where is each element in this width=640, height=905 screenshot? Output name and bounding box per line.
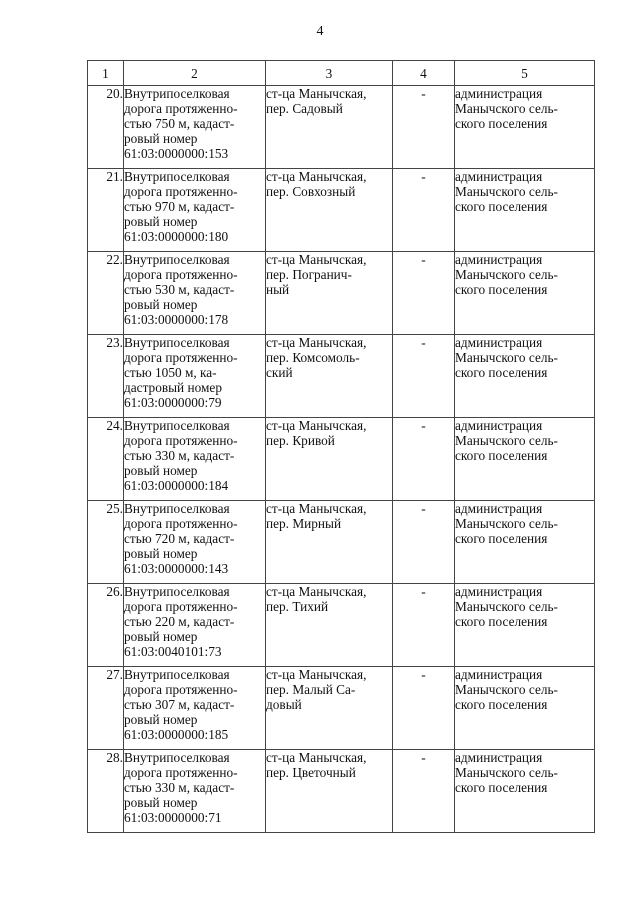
header-row: [88, 61, 595, 86]
road-description-line: ровый номер: [124, 546, 198, 561]
owner-line: администрация: [455, 584, 543, 599]
road-description-line: Внутрипоселковая: [124, 750, 230, 765]
owner-line: администрация: [455, 169, 543, 184]
page-number: 4: [316, 24, 324, 39]
road-description-line: дорога протяженно-: [124, 101, 238, 116]
road-description-line: 61:03:0040101:73: [124, 644, 222, 659]
road-description-line: дорога протяженно-: [124, 433, 238, 448]
location-line: пер. Погранич-: [266, 267, 352, 282]
road-description-line: 61:03:0000000:71: [124, 810, 222, 825]
owner-line: Манычского сель-: [455, 599, 558, 614]
road-description-line: ровый номер: [124, 214, 198, 229]
road-description-line: дорога протяженно-: [124, 765, 238, 780]
table-row: [88, 501, 595, 584]
owner-line: ского поселения: [455, 282, 548, 297]
location-line: ный: [266, 282, 290, 297]
road-description-cell: [124, 584, 266, 667]
owner-line: ского поселения: [455, 697, 548, 712]
road-description-line: дорога протяженно-: [124, 184, 238, 199]
column-header: 1: [88, 61, 124, 86]
dash-cell: -: [393, 667, 455, 750]
road-description-line: 61:03:0000000:185: [124, 727, 229, 742]
owner-line: ского поселения: [455, 780, 548, 795]
road-description-line: 61:03:0000000:184: [124, 478, 229, 493]
dash-cell: -: [393, 418, 455, 501]
road-description-cell: [124, 169, 266, 252]
road-description-line: ровый номер: [124, 712, 198, 727]
location-line: пер. Малый Са-: [266, 682, 356, 697]
dash-cell: -: [393, 86, 455, 169]
road-description-line: Внутрипоселковая: [124, 418, 230, 433]
owner-line: Манычского сель-: [455, 350, 558, 365]
owner-cell: [455, 750, 595, 833]
location-line: пер. Цветочный: [266, 765, 356, 780]
road-description-line: дорога протяженно-: [124, 350, 238, 365]
location-cell: [266, 667, 393, 750]
owner-line: Манычского сель-: [455, 267, 558, 282]
road-description-line: стью 750 м, кадаст-: [124, 116, 235, 131]
owner-cell: [455, 169, 595, 252]
owner-line: администрация: [455, 750, 543, 765]
road-description-line: 61:03:0000000:178: [124, 312, 229, 327]
road-description-line: Внутрипоселковая: [124, 667, 230, 682]
location-line: ст-ца Манычская,: [266, 169, 367, 184]
table-row: [88, 750, 595, 833]
road-description-line: 61:03:0000000:143: [124, 561, 229, 576]
location-line: ст-ца Манычская,: [266, 501, 367, 516]
owner-cell: [455, 418, 595, 501]
owner-line: администрация: [455, 501, 543, 516]
road-description-line: дорога протяженно-: [124, 682, 238, 697]
table-row: [88, 418, 595, 501]
owner-line: ского поселения: [455, 365, 548, 380]
owner-line: ского поселения: [455, 116, 548, 131]
table-row: [88, 667, 595, 750]
road-description-line: Внутрипоселковая: [124, 501, 230, 516]
location-line: пер. Мирный: [266, 516, 342, 531]
owner-line: ского поселения: [455, 531, 548, 546]
road-description-cell: [124, 667, 266, 750]
dash-cell: -: [393, 169, 455, 252]
road-description-line: Внутрипоселковая: [124, 584, 230, 599]
row-number-cell: 21.: [88, 169, 124, 252]
row-number-cell: 24.: [88, 418, 124, 501]
location-cell: [266, 501, 393, 584]
road-description-line: Внутрипоселковая: [124, 335, 230, 350]
location-line: ст-ца Манычская,: [266, 418, 367, 433]
owner-line: ского поселения: [455, 199, 548, 214]
road-description-line: 61:03:0000000:153: [124, 146, 229, 161]
road-description-line: дорога протяженно-: [124, 267, 238, 282]
road-description-line: стью 1050 м, ка-: [124, 365, 217, 380]
owner-line: Манычского сель-: [455, 516, 558, 531]
location-cell: [266, 750, 393, 833]
table-row: [88, 86, 595, 169]
column-header: 4: [393, 61, 455, 86]
road-description-line: ровый номер: [124, 297, 198, 312]
row-number-cell: 22.: [88, 252, 124, 335]
road-description-cell: [124, 418, 266, 501]
table-row: [88, 252, 595, 335]
owner-line: администрация: [455, 335, 543, 350]
table-row: [88, 584, 595, 667]
row-number-cell: 26.: [88, 584, 124, 667]
row-number-cell: 28.: [88, 750, 124, 833]
road-description-line: стью 970 м, кадаст-: [124, 199, 235, 214]
column-header: 3: [266, 61, 393, 86]
road-description-line: ровый номер: [124, 795, 198, 810]
owner-line: администрация: [455, 252, 543, 267]
road-description-line: Внутрипоселковая: [124, 86, 230, 101]
owner-cell: [455, 86, 595, 169]
road-description-line: стью 530 м, кадаст-: [124, 282, 235, 297]
road-description-line: стью 330 м, кадаст-: [124, 448, 235, 463]
row-number-cell: 20.: [88, 86, 124, 169]
location-line: ст-ца Манычская,: [266, 667, 367, 682]
location-line: пер. Тихий: [266, 599, 329, 614]
road-description-line: 61:03:0000000:79: [124, 395, 222, 410]
road-description-line: ровый номер: [124, 629, 198, 644]
road-description-line: стью 330 м, кадаст-: [124, 780, 235, 795]
road-description-cell: [124, 86, 266, 169]
location-line: пер. Совхозный: [266, 184, 356, 199]
location-cell: [266, 169, 393, 252]
road-description-line: стью 720 м, кадаст-: [124, 531, 235, 546]
road-description-line: стью 307 м, кадаст-: [124, 697, 235, 712]
road-description-cell: [124, 501, 266, 584]
road-description-line: дорога протяженно-: [124, 599, 238, 614]
row-number-cell: 25.: [88, 501, 124, 584]
dash-cell: -: [393, 252, 455, 335]
location-line: довый: [266, 697, 302, 712]
road-description-line: 61:03:0000000:180: [124, 229, 229, 244]
table-row: [88, 169, 595, 252]
dash-cell: -: [393, 501, 455, 584]
row-number-cell: 23.: [88, 335, 124, 418]
dash-cell: -: [393, 335, 455, 418]
owner-line: Манычского сель-: [455, 682, 558, 697]
owner-line: Манычского сель-: [455, 765, 558, 780]
road-description-cell: [124, 750, 266, 833]
dash-cell: -: [393, 750, 455, 833]
owner-line: ского поселения: [455, 614, 548, 629]
owner-line: Манычского сель-: [455, 433, 558, 448]
location-line: пер. Садовый: [266, 101, 343, 116]
location-line: ский: [266, 365, 293, 380]
road-description-line: стью 220 м, кадаст-: [124, 614, 235, 629]
location-line: пер. Комсомоль-: [266, 350, 360, 365]
road-description-line: Внутрипоселковая: [124, 169, 230, 184]
location-line: пер. Кривой: [266, 433, 335, 448]
owner-line: ского поселения: [455, 448, 548, 463]
location-line: ст-ца Манычская,: [266, 750, 367, 765]
column-header: 5: [455, 61, 595, 86]
row-number-cell: 27.: [88, 667, 124, 750]
road-description-line: ровый номер: [124, 131, 198, 146]
owner-line: администрация: [455, 86, 543, 101]
road-registry-table: [87, 60, 595, 833]
road-description-line: дастровый номер: [124, 380, 222, 395]
location-cell: [266, 86, 393, 169]
road-description-line: дорога протяженно-: [124, 516, 238, 531]
location-line: ст-ца Манычская,: [266, 252, 367, 267]
owner-line: Манычского сель-: [455, 184, 558, 199]
road-description-cell: [124, 252, 266, 335]
owner-line: администрация: [455, 418, 543, 433]
owner-line: Манычского сель-: [455, 101, 558, 116]
dash-cell: -: [393, 584, 455, 667]
owner-cell: [455, 335, 595, 418]
location-line: ст-ца Манычская,: [266, 86, 367, 101]
owner-cell: [455, 584, 595, 667]
column-header: 2: [124, 61, 266, 86]
location-cell: [266, 252, 393, 335]
table-body: [88, 86, 595, 833]
owner-cell: [455, 501, 595, 584]
location-cell: [266, 418, 393, 501]
road-description-line: ровый номер: [124, 463, 198, 478]
location-line: ст-ца Манычская,: [266, 335, 367, 350]
owner-cell: [455, 252, 595, 335]
location-cell: [266, 335, 393, 418]
road-description-line: Внутрипоселковая: [124, 252, 230, 267]
road-description-cell: [124, 335, 266, 418]
owner-line: администрация: [455, 667, 543, 682]
owner-cell: [455, 667, 595, 750]
location-cell: [266, 584, 393, 667]
table-row: [88, 335, 595, 418]
location-line: ст-ца Манычская,: [266, 584, 367, 599]
